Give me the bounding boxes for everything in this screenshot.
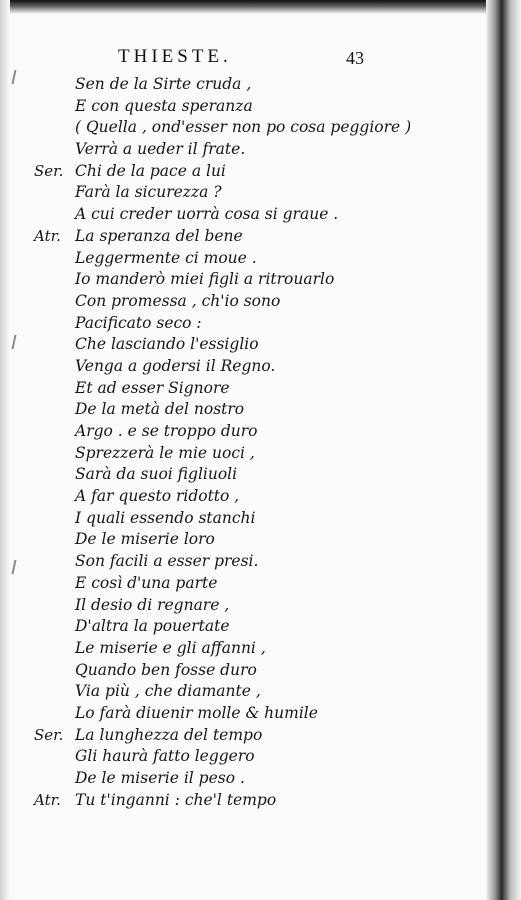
verse-line (0, 248, 480, 270)
verse-block (0, 74, 480, 811)
verse-text: Et ad esser Signore (75, 378, 230, 397)
verse-text: La lunghezza del tempo (75, 725, 263, 744)
verse-line (0, 573, 480, 595)
verse-line (0, 269, 480, 291)
speaker-label: Atr. (34, 790, 61, 809)
verse-line (0, 464, 480, 486)
verse-line (0, 378, 480, 400)
verse-line (0, 508, 480, 530)
verse-line (0, 421, 480, 443)
page-number: 43 (346, 48, 364, 68)
verse-line (0, 768, 480, 790)
verse-text: I quali essendo stanchi (75, 508, 256, 527)
running-title: THIESTE. (118, 46, 232, 67)
verse-line (0, 443, 480, 465)
verse-line (0, 638, 480, 660)
verse-text: Con promessa , ch'io sono (75, 291, 281, 310)
verse-text: Argo . e se troppo duro (75, 422, 258, 440)
verse-line (0, 356, 480, 378)
verse-text: De la metà del nostro (75, 400, 245, 419)
verse-text: A cui creder uorrà cosa si graue . (75, 205, 339, 224)
verse-text: De le miserie loro (75, 530, 215, 549)
verse-line (0, 74, 480, 96)
verse-text: Farà la sicurezza ? (75, 183, 222, 202)
verse-text: A far questo ridotto , (75, 487, 240, 506)
verse-text: E con questa speranza (75, 96, 253, 115)
verse-text: D'altra la pouertate (75, 617, 230, 636)
verse-text: Gli haurà fatto leggero (75, 747, 255, 766)
page-top-shadow (0, 0, 502, 14)
verse-text: Venga a godersi il Regno. (75, 356, 276, 375)
verse-line (0, 595, 480, 617)
verse-line (0, 725, 480, 747)
speaker-label: Atr. (34, 226, 61, 245)
speaker-label: Ser. (34, 725, 64, 744)
verse-text: Sarà da suoi figliuoli (75, 465, 238, 484)
verse-line (0, 551, 480, 573)
verse-text: Il desio di regnare , (75, 595, 230, 614)
verse-line (0, 226, 480, 248)
verse-line (0, 486, 480, 508)
verse-line (0, 117, 480, 139)
verse-line (0, 529, 480, 551)
speaker-label: Ser. (34, 161, 64, 180)
verse-line (0, 681, 480, 703)
verse-text: Pacificato seco : (75, 313, 202, 332)
verse-text: Quando ben fosse duro (75, 660, 257, 679)
verse-line (0, 334, 480, 356)
verse-text: Via più , che diamante , (75, 682, 261, 701)
verse-text: Tu t'inganni : che'l tempo (75, 790, 277, 809)
verse-line (0, 291, 480, 313)
verse-line (0, 790, 480, 812)
book-gutter (486, 0, 521, 900)
verse-line (0, 399, 480, 421)
verse-text: Son facili a esser presi. (75, 552, 259, 571)
verse-text: Verrà a ueder il frate. (75, 140, 246, 159)
verse-line (0, 96, 480, 118)
verse-text: Le miserie e gli affanni , (75, 638, 266, 657)
verse-text: Chi de la pace a lui (75, 161, 226, 180)
verse-line (0, 161, 480, 183)
verse-text: La speranza del bene (75, 226, 243, 245)
verse-line (0, 204, 480, 226)
verse-line (0, 746, 480, 768)
verse-line (0, 660, 480, 682)
verse-text: ( Quella , ond'esser non po cosa peggiore ) (75, 118, 412, 137)
verse-text: Sprezzerà le mie uoci , (75, 443, 255, 462)
verse-line (0, 139, 480, 161)
verse-line (0, 703, 480, 725)
verse-line (0, 616, 480, 638)
verse-text: Che lasciando l'essiglio (75, 335, 259, 354)
verse-line (0, 182, 480, 204)
verse-text: E così d'una parte (75, 573, 218, 592)
verse-text: Sen de la Sirte cruda , (75, 75, 252, 93)
verse-line (0, 313, 480, 335)
page-header (0, 46, 502, 72)
verse-text: Io manderò miei figli a ritrouarlo (75, 270, 335, 289)
verse-text: De le miserie il peso . (75, 769, 245, 787)
verse-text: Lo farà diuenir molle & humile (75, 703, 318, 722)
verse-text: Leggermente ci moue . (75, 248, 257, 267)
